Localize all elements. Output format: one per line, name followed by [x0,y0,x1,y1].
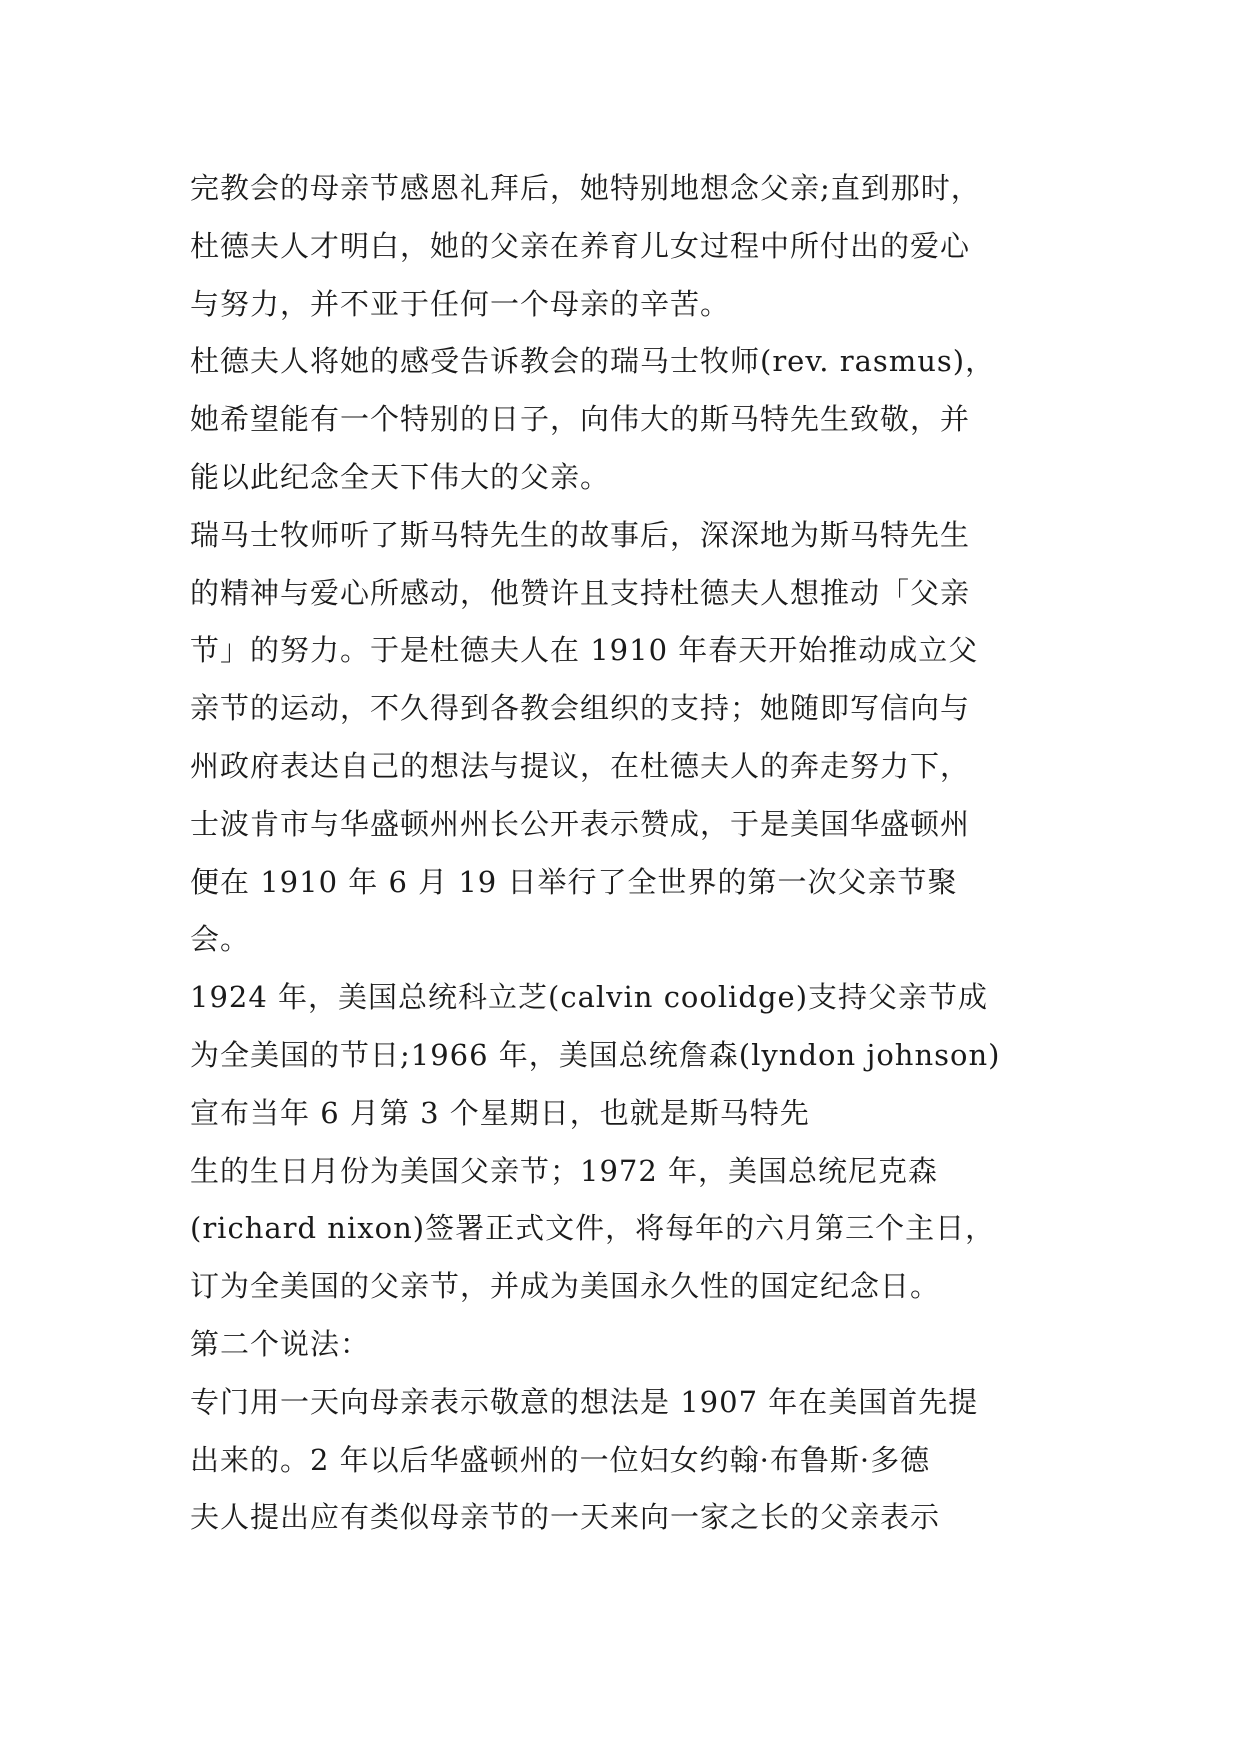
text-line: 能以此纪念全天下伟大的父亲。 [190,459,611,494]
text-line: 会。 [190,922,251,957]
text-line: 完教会的母亲节感恩礼拜后，她特别地想念父亲;直到那时， [190,171,981,205]
text-line: 节」的努力。于是杜德夫人在 1910 年春天开始推动成立父 [190,633,979,668]
text-line: 与努力，并不亚于任何一个母亲的辛苦。 [190,286,731,321]
text-line: 第二个说法： [190,1326,371,1361]
body-text [190,160,1060,1547]
text-line: 宣布当年 6 月第 3 个星期日，也就是斯马特先 [190,1095,810,1130]
text-line: 1924 年，美国总统科立芝(calvin coolidge)支持父亲节成 [190,980,989,1015]
text-line: (richard nixon)签署正式文件，将每年的六月第三个主日， [190,1211,996,1246]
text-line: 专门用一天向母亲表示敬意的想法是 1907 年在美国首先提 [190,1384,979,1419]
text-line: 的精神与爱心所感动，他赞许且支持杜德夫人想推动「父亲 [190,575,971,610]
text-line: 瑞马士牧师听了斯马特先生的故事后，深深地为斯马特先生 [190,517,971,552]
text-line: 生的生日月份为美国父亲节；1972 年，美国总统尼克森 [190,1153,939,1188]
text-line: 杜德夫人才明白，她的父亲在养育儿女过程中所付出的爱心 [190,228,971,263]
text-line: 订为全美国的父亲节，并成为美国永久性的国定纪念日。 [190,1269,941,1304]
text-line: 出来的。2 年以后华盛顿州的一位妇女约翰·布鲁斯·多德 [190,1442,931,1477]
text-line: 她希望能有一个特别的日子，向伟大的斯马特先生致敬，并 [190,402,971,437]
text-line: 夫人提出应有类似母亲节的一天来向一家之长的父亲表示 [190,1500,941,1535]
text-line: 亲节的运动，不久得到各教会组织的支持；她随即写信向与 [190,691,971,726]
text-line: 州政府表达自己的想法与提议，在杜德夫人的奔走努力下， [190,748,971,783]
text-line: 士波肯市与华盛顿州州长公开表示赞成，于是美国华盛顿州 [190,806,971,841]
text-line: 便在 1910 年 6 月 19 日举行了全世界的第一次父亲节聚 [190,864,958,899]
text-line: 为全美国的节日;1966 年，美国总统詹森(lyndon johnson) [190,1037,1001,1072]
text-line: 杜德夫人将她的感受告诉教会的瑞马士牧师(rev. rasmus)， [190,344,996,379]
